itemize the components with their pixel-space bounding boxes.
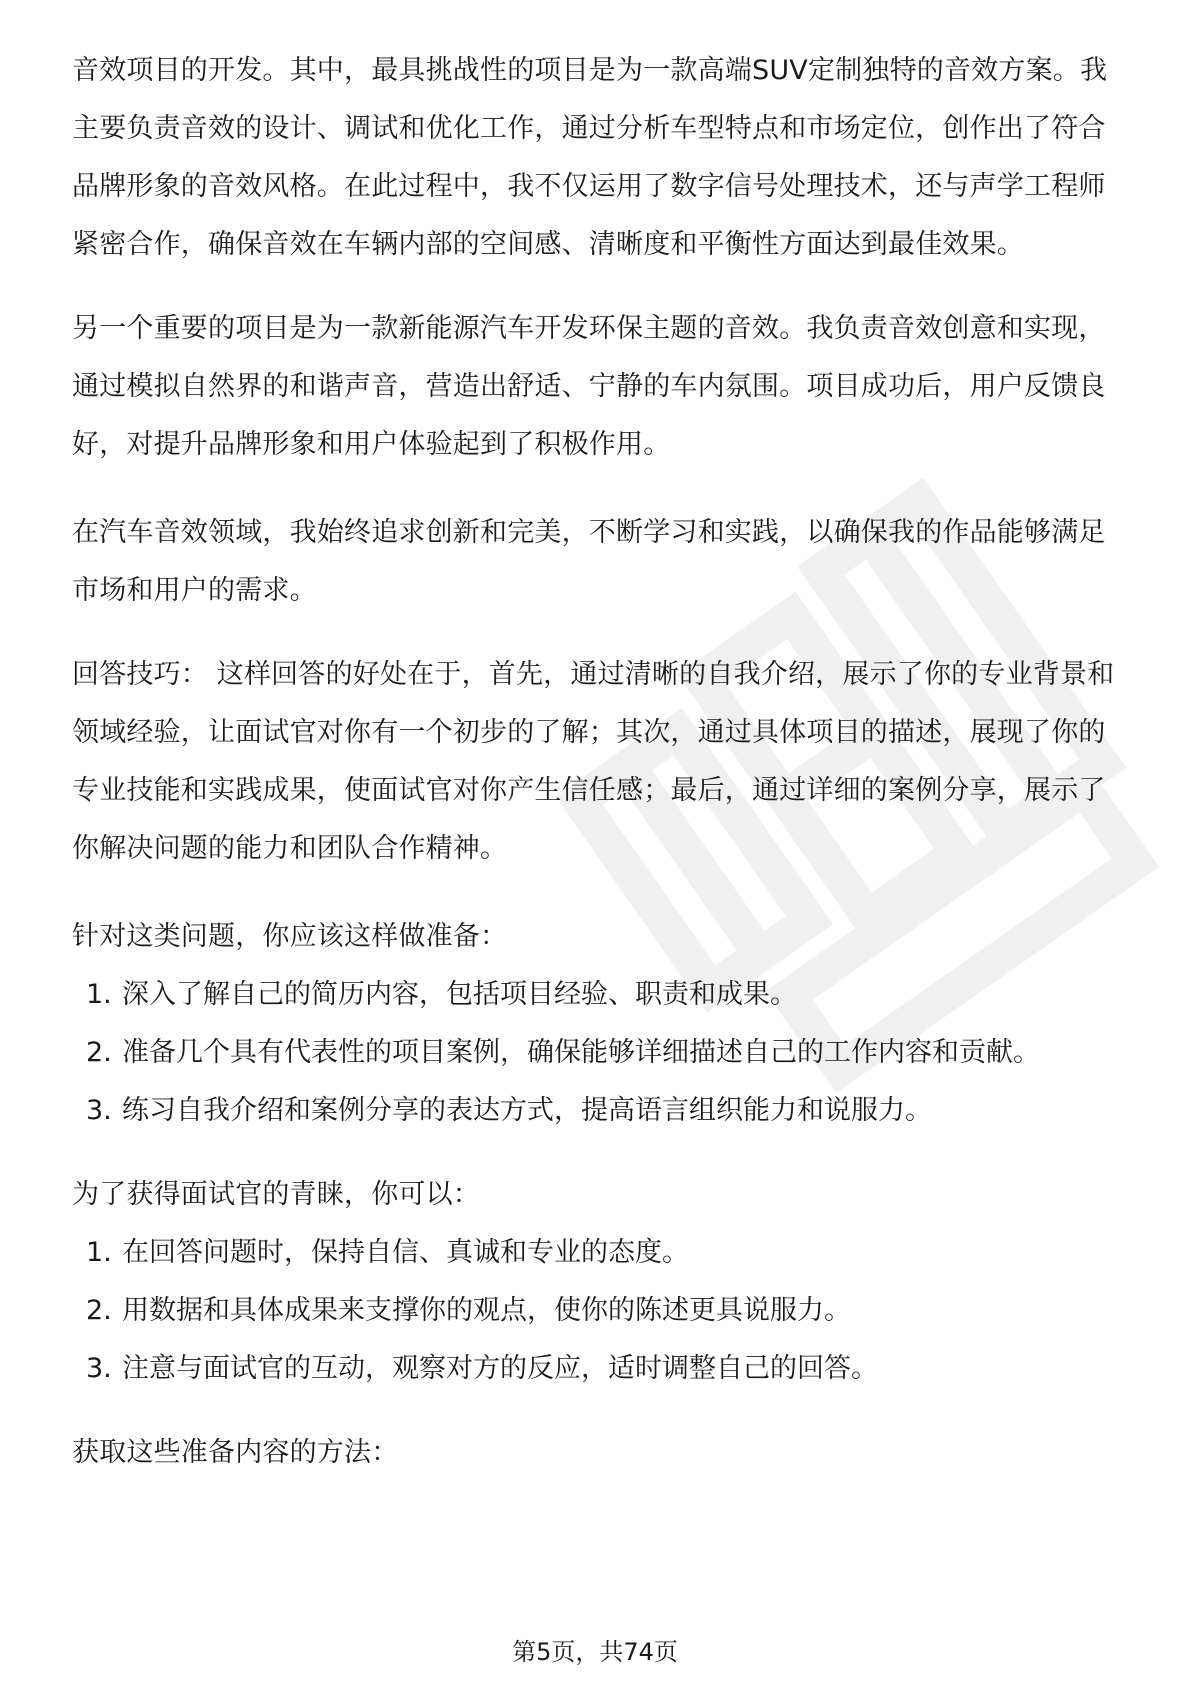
paragraph-impress-heading: 为了获得面试官的青睐，你可以： — [72, 1179, 480, 1210]
list-item-number: 1. — [86, 1237, 112, 1268]
paragraph-project-suv: 音效项目的开发。其中，最具挑战性的项目是为一款高端SUV定制独特的音效方案。我主要负责音效的设计、调试和优化工作，通过分析车型特点和市场定位，创作出了符合品牌形象的音效风格。在此过程中，我不仅运用了数字信号处理技术，还与声学工程师紧密合作，确保音效在车辆内部的空间感、清晰度和平衡性方面达到最佳效果。 — [72, 55, 1108, 260]
paragraph-prepare-heading: 针对这类问题，你应该这样做准备： — [72, 921, 508, 952]
document-body — [72, 42, 1122, 1482]
paragraph-project-ev: 另一个重要的项目是为一款新能源汽车开发环保主题的音效。我负责音效创意和实现，通过模拟自然界的和谐声音，营造出舒适、宁静的车内氛围。项目成功后，用户反馈良好，对提升品牌形象和用户体验起到了积极作用。 — [72, 313, 1106, 460]
list-item-text: 注意与面试官的互动，观察对方的反应，适时调整自己的回答。 — [122, 1353, 878, 1384]
list-item — [72, 1024, 1122, 1082]
list-item-number: 3. — [86, 1095, 112, 1126]
paragraph-methods-heading: 获取这些准备内容的方法： — [72, 1437, 399, 1468]
paragraph-answer-tips: 回答技巧： 这样回答的好处在于，首先，通过清晰的自我介绍，展示了你的专业背景和领域经验，让面试官对你有一个初步的了解；其次，通过具体项目的描述，展现了你的专业技能和实践成果，使面试官对你产生信任感；最后，通过详细的案例分享，展示了你解决问题的能力和团队合作精神。 — [72, 659, 1115, 864]
list-item — [72, 1282, 1122, 1340]
list-item-text: 用数据和具体成果来支撑你的观点，使你的陈述更具说服力。 — [122, 1295, 851, 1326]
list-item-text: 准备几个具有代表性的项目案例，确保能够详细描述自己的工作内容和贡献。 — [122, 1037, 1040, 1068]
prepare-list — [72, 966, 1122, 1140]
impress-list — [72, 1224, 1122, 1398]
list-item-number: 1. — [86, 979, 112, 1010]
list-item-number: 3. — [86, 1353, 112, 1384]
list-item-text: 深入了解自己的简历内容，包括项目经验、职责和成果。 — [122, 979, 797, 1010]
list-item-number: 2. — [86, 1037, 112, 1068]
list-item-text: 练习自我介绍和案例分享的表达方式，提高语言组织能力和说服力。 — [122, 1095, 932, 1126]
list-item — [72, 1082, 1122, 1140]
page-number: 第5页，共74页 — [512, 1638, 678, 1666]
list-item — [72, 1224, 1122, 1282]
list-item — [72, 1340, 1122, 1398]
list-item-number: 2. — [86, 1295, 112, 1326]
paragraph-pursuit: 在汽车音效领域，我始终追求创新和完美，不断学习和实践，以确保我的作品能够满足市场和用户的需求。 — [72, 517, 1106, 606]
list-item — [72, 966, 1122, 1024]
list-item-text: 在回答问题时，保持自信、真诚和专业的态度。 — [122, 1237, 689, 1268]
